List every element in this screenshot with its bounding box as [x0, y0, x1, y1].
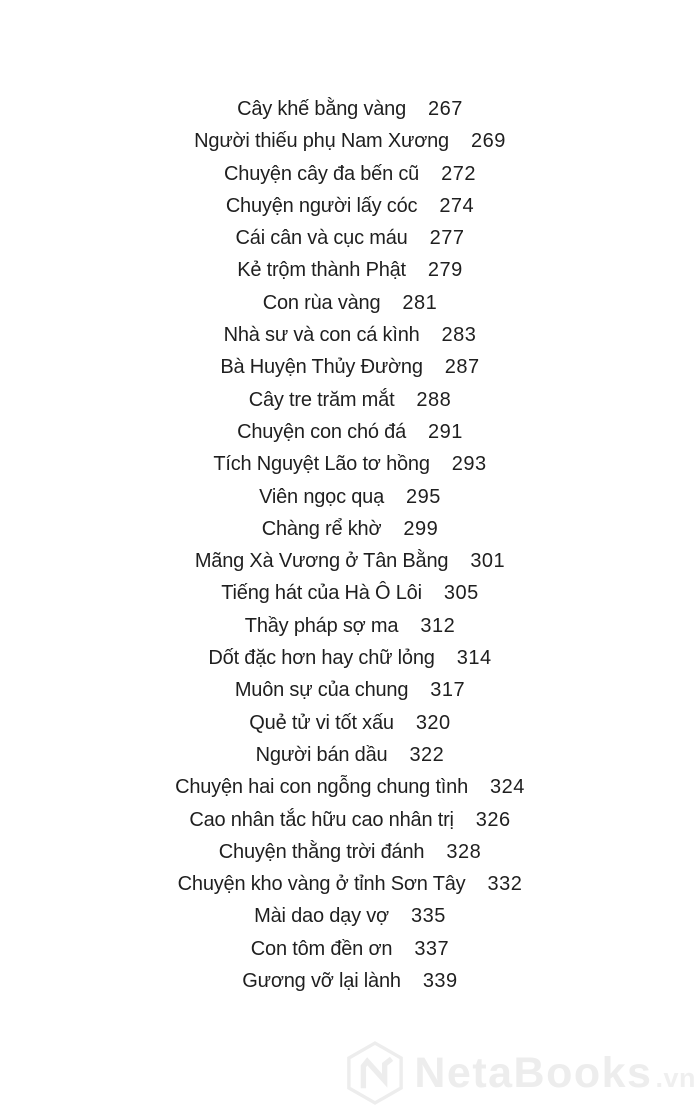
toc-entry-title: Viên ngọc quạ — [259, 485, 385, 508]
toc-entry-page-number: 324 — [490, 776, 525, 799]
toc-entry — [0, 933, 700, 965]
toc-entry-page-number: 269 — [470, 130, 506, 153]
toc-entry-title: Mãng Xà Vương ở Tân Bằng — [194, 550, 449, 573]
toc-entry-title: Nhà sư và con cá kình — [223, 324, 420, 347]
toc-entry-page-number: 335 — [410, 905, 446, 928]
toc-entry-page-number: 320 — [415, 711, 451, 734]
toc-entry-page-number: 299 — [403, 517, 439, 540]
toc-entry-page-number: 277 — [429, 227, 465, 250]
toc-entry — [0, 545, 700, 577]
toc-entry-title: Muôn sự của chung — [234, 679, 409, 702]
toc-entry-page-number: 295 — [406, 485, 441, 508]
toc-entry-title: Chuyện thằng trời đánh — [218, 840, 425, 863]
toc-entry-title: Con tôm đền ơn — [250, 937, 393, 960]
toc-entry — [0, 674, 700, 706]
toc-entry — [0, 351, 700, 383]
toc-entry-page-number: 291 — [428, 420, 463, 443]
toc-entry-page-number: 274 — [439, 194, 475, 217]
toc-entry — [0, 513, 700, 545]
toc-entry — [0, 158, 700, 190]
toc-entry-title: Chàng rể khờ — [261, 517, 382, 540]
toc-entry-title: Chuyện kho vàng ở tỉnh Sơn Tây — [177, 873, 466, 896]
toc-entry-page-number: 287 — [444, 356, 480, 379]
toc-entry-title: Cây khế bằng vàng — [237, 98, 407, 120]
toc-entry-page-number: 317 — [430, 679, 466, 702]
toc-entry — [0, 416, 700, 448]
toc-entry-title: Bà Huyện Thủy Đường — [220, 356, 423, 379]
toc-entry-page-number: 279 — [427, 259, 463, 282]
toc-entry-page-number: 305 — [443, 582, 479, 605]
toc-entry-title: Chuyện cây đa bến cũ — [224, 162, 420, 185]
toc-list — [0, 93, 700, 997]
toc-entry — [0, 287, 700, 319]
toc-entry-title: Tích Nguyệt Lão tơ hồng — [213, 453, 430, 476]
toc-entry-page-number: 312 — [420, 614, 456, 637]
toc-entry-page-number: 339 — [422, 970, 458, 993]
toc-entry — [0, 771, 700, 803]
toc-entry — [0, 739, 700, 771]
toc-entry-title: Con rùa vàng — [262, 291, 381, 314]
toc-entry-title: Chuyện hai con ngỗng chung tình — [175, 776, 469, 799]
toc-entry-title: Mài dao dạy vợ — [254, 905, 389, 928]
toc-entry — [0, 222, 700, 254]
toc-entry-title: Người bán dầu — [255, 743, 388, 766]
toc-entry-title: Người thiếu phụ Nam Xương — [194, 130, 449, 153]
watermark-suffix: .vn — [655, 1062, 696, 1093]
toc-entry-title: Chuyện người lấy cóc — [225, 194, 418, 217]
watermark — [346, 1041, 696, 1105]
toc-entry-title: Cái cân và cục máu — [235, 227, 408, 250]
toc-entry-page-number: 314 — [456, 647, 492, 670]
watermark-brand: NetaBooks — [414, 1048, 653, 1097]
toc-entry-page-number: 281 — [402, 291, 438, 314]
toc-entry-title: Chuyện con chó đá — [237, 420, 407, 443]
toc-entry-page-number: 301 — [470, 550, 506, 573]
toc-entry — [0, 190, 700, 222]
toc-entry — [0, 868, 700, 900]
toc-entry — [0, 125, 700, 157]
toc-entry — [0, 448, 700, 480]
toc-entry — [0, 610, 700, 642]
toc-entry — [0, 965, 700, 997]
toc-entry-page-number: 272 — [441, 162, 476, 185]
toc-entry-page-number: 328 — [446, 840, 482, 863]
toc-entry-page-number: 326 — [475, 808, 511, 831]
toc-entry-title: Gương vỡ lại lành — [242, 970, 401, 993]
toc-entry-page-number: 288 — [416, 388, 452, 411]
toc-entry-title: Dốt đặc hơn hay chữ lỏng — [208, 647, 435, 670]
toc-entry — [0, 836, 700, 868]
toc-entry-page-number: 322 — [409, 743, 445, 766]
watermark-text — [414, 1049, 696, 1098]
netabooks-logo-icon — [346, 1041, 404, 1105]
toc-entry-title: Thầy pháp sợ ma — [244, 614, 399, 637]
toc-entry-title: Cao nhân tắc hữu cao nhân trị — [189, 808, 454, 831]
toc-entry-page-number: 267 — [428, 98, 463, 120]
toc-entry — [0, 93, 700, 125]
toc-entry — [0, 481, 700, 513]
toc-entry-page-number: 283 — [441, 324, 477, 347]
toc-entry-title: Quẻ tử vi tốt xấu — [249, 711, 394, 734]
toc-entry-title: Cây tre trăm mắt — [248, 388, 395, 411]
toc-entry — [0, 804, 700, 836]
toc-entry-title: Tiếng hát của Hà Ô Lôi — [221, 582, 422, 605]
toc-entry — [0, 577, 700, 609]
toc-entry-title: Kẻ trộm thành Phật — [237, 259, 406, 282]
toc-entry — [0, 319, 700, 351]
toc-entry — [0, 254, 700, 286]
toc-entry — [0, 384, 700, 416]
toc-entry — [0, 707, 700, 739]
toc-entry — [0, 642, 700, 674]
toc-entry — [0, 900, 700, 932]
toc-entry-page-number: 293 — [451, 453, 487, 476]
toc-entry-page-number: 337 — [414, 937, 450, 960]
toc-entry-page-number: 332 — [487, 873, 523, 896]
